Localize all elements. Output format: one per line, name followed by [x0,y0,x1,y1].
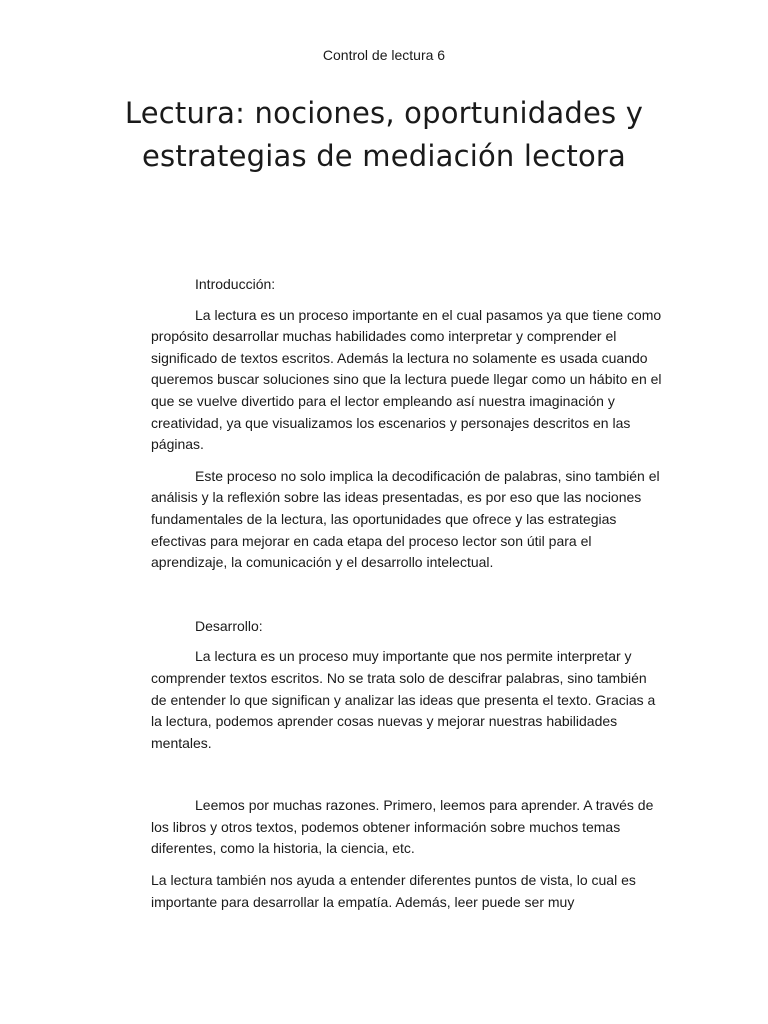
dev-paragraph-2: Leemos por muchas razones. Primero, leemos para aprender. A través de los libros y otros textos, podemos obtener información sobre muchos temas diferentes, como la historia, la ciencia, etc. [151,797,654,857]
dev-paragraph-3: La lectura también nos ayuda a entender diferentes puntos de vista, lo cual es importante para desarrollar la empatía. Además, leer puede ser muy [151,872,636,910]
section-heading-desarrollo: Desarrollo: [195,617,263,634]
document-header: Control de lectura 6 [322,47,446,63]
document-title: Lectura: nociones, oportunidades y estrategias de mediación lectora [124,96,644,173]
section-heading-introduccion: Introducción: [195,276,276,292]
document-body [151,274,663,913]
dev-paragraph-1: La lectura es un proceso muy importante que nos permite interpretar y comprender textos escritos. No se trata solo de descifrar palabras, sino también de entender lo que significan y analizar las ideas que presenta el texto. Gracias a la lectura, podemos aprender cosas nuevas y mejorar nuestras habilidades mentales. [151,648,656,751]
intro-paragraph-1: La lectura es un proceso importante en el cual pasamos ya que tiene como propósito desarrollar muchas habilidades como interpretar y comprender el significado de textos escritos. Además la lectura no solamente es usada cuando queremos buscar soluciones sino que la lectura puede llegar como un hábito en el que se vuelve divertido para el lector empleando así nuestra imaginación y creatividad, ya que visualizamos los escenarios y personajes descritos en las páginas. [151,306,662,453]
intro-paragraph-2: Este proceso no solo implica la decodificación de palabras, sino también el análisis y la reflexión sobre las ideas presentadas, es por eso que las nociones fundamentales de la lectura, las oportunidades que ofrece y las estrategias efectivas para mejorar en cada etapa del proceso lector son útil para el aprendizaje, la comunicación y el desarrollo intelectual. [151,467,660,571]
